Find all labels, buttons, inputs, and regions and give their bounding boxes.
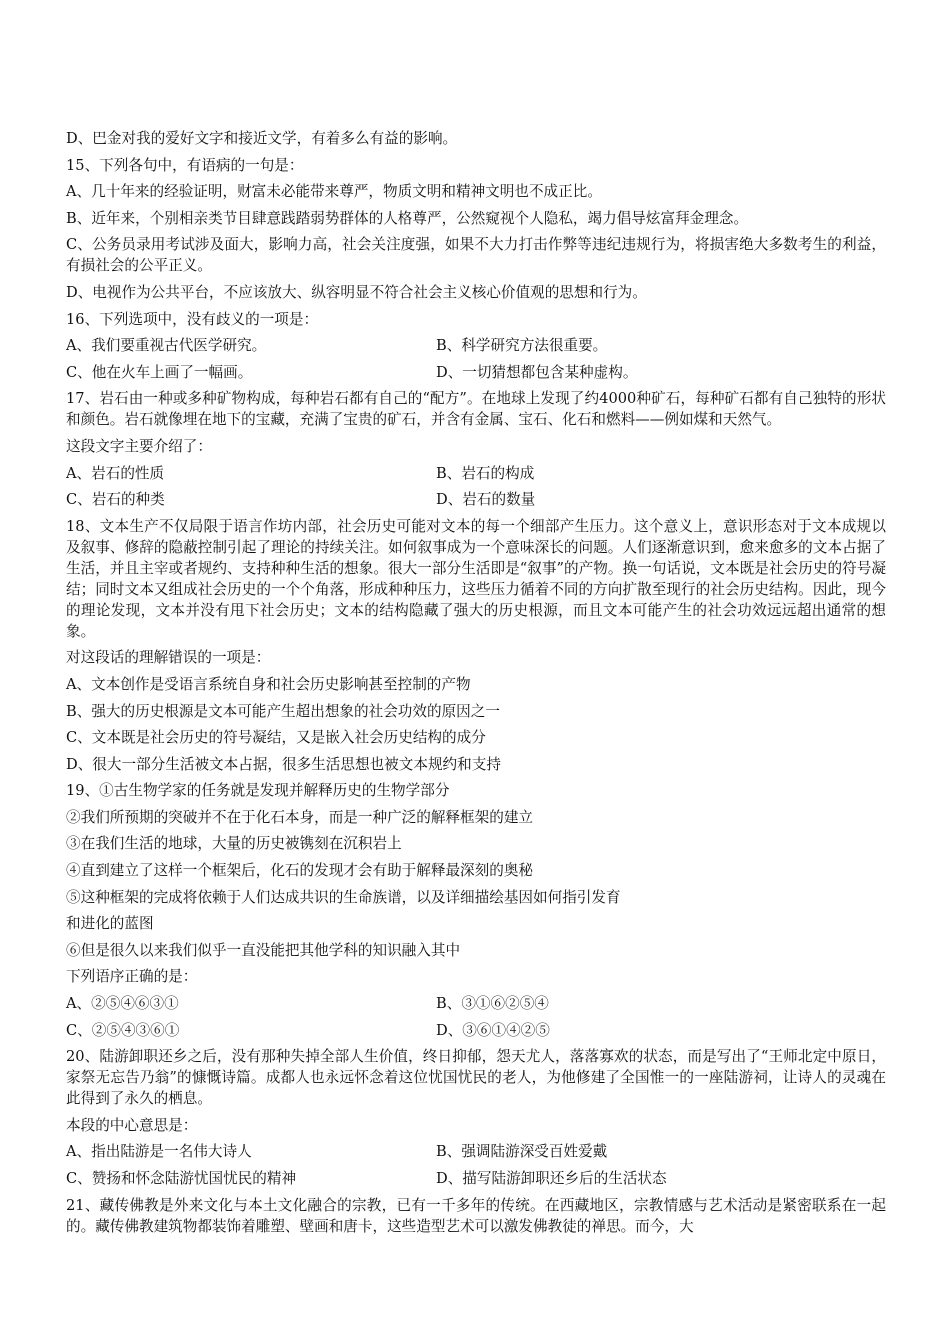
q15-option-d: D、电视作为公共平台，不应该放大、纵容明显不符合社会主义核心价值观的思想和行为。 [66, 283, 647, 301]
q20-option-d: D、描写陆游卸职还乡后的生活状态 [436, 1170, 667, 1187]
q18-passage: 18、文本生产不仅局限于语言作坊内部，社会历史可能对文本的每一个细部产生压力。这个意义上，意识形态对于文本成规以及叙事、修辞的隐蔽控制引起了理论的持续关注。如何叙事成为一个意味深长的问题。人们逐渐意识到，愈来愈多的文本占据了生活，并且主宰或者规约、支持种种生活的想象。很大一部分生活即是“叙事”的产物。换一句话说，文本既是社会历史的符号凝结；同时文本又组成社会历史的一个个角落，形成种种压力，这些压力循着不同的方向扩散至现行的社会历史结构。因此，现今的理论发现，文本并没有甩下社会历史；文本的结构隐藏了强大的历史根源，而且文本可能产生的社会功效远远超出通常的想象。 [66, 517, 886, 640]
q19-option-b: B、③①⑥②⑤④ [436, 995, 549, 1013]
q16-option-b: B、科学研究方法很重要。 [436, 337, 608, 355]
q17-passage: 17、岩石由一种或多种矿物构成，每种岩石都有自己的“配方”。在地球上发现了约4000种矿石，每种矿石都有自己独特的形状和颜色。岩石就像埋在地下的宝藏，充满了宝贵的矿石，并含有金属、宝石、化石和燃料——例如煤和天然气。 [66, 390, 886, 429]
q18-option-b: B、强大的历史根源是文本可能产生超出想象的社会功效的原因之一 [66, 702, 500, 720]
q19-option-c: C、②⑤④③⑥① [66, 1021, 180, 1039]
q15-stem: 15、下列各句中，有语病的一句是： [66, 156, 304, 174]
q20-options-row-2 [66, 1168, 886, 1189]
q19-sentence-1: 19、①古生物学家的任务就是发现并解释历史的生物学部分 [66, 782, 450, 800]
q17-options-row-2 [66, 489, 886, 510]
q20-options-row-1 [66, 1141, 886, 1162]
q20-option-c: C、赞扬和怀念陆游忧国忧民的精神 [66, 1170, 297, 1187]
q18-stem: 对这段话的理解错误的一项是： [66, 649, 271, 667]
q17-option-c: C、岩石的种类 [66, 491, 165, 509]
q20-option-a: A、指出陆游是一名伟大诗人 [66, 1143, 252, 1161]
q15-option-b: B、近年来，个别相亲类节目肆意践踏弱势群体的人格尊严，公然窥视个人隐私，竭力倡导炫富拜金理念。 [66, 209, 749, 227]
q16-option-d: D、一切猜想都包含某种虚构。 [436, 363, 638, 381]
q18-option-d: D、很大一部分生活被文本占据，很多生活思想也被文本规约和支持 [66, 755, 501, 773]
q16-option-a: A、我们要重视古代医学研究。 [66, 337, 267, 355]
q19-stem: 下列语序正确的是： [66, 968, 198, 986]
q16-stem: 16、下列选项中，没有歧义的一项是： [66, 310, 319, 328]
q19-sentence-3: ③在我们生活的地球，大量的历史被镌刻在沉积岩上 [66, 835, 402, 853]
q15-option-a: A、几十年来的经验证明，财富未必能带来尊严，物质文明和精神文明也不成正比。 [66, 183, 602, 201]
q18-option-c: C、文本既是社会历史的符号凝结，又是嵌入社会历史结构的成分 [66, 729, 486, 747]
q16-option-c: C、他在火车上画了一幅画。 [66, 363, 253, 381]
q19-sentence-2: ②我们所预期的突破并不在于化石本身，而是一种广泛的解释框架的建立 [66, 808, 534, 826]
q20-stem: 本段的中心意思是： [66, 1116, 198, 1134]
q17-stem: 这段文字主要介绍了： [66, 437, 212, 455]
q17-option-d: D、岩石的数量 [436, 491, 536, 509]
document-page [66, 128, 886, 1242]
q19-sentence-4: ④直到建立了这样一个框架后，化石的发现才会有助于解释最深刻的奥秘 [66, 862, 534, 880]
q19-options-row-2 [66, 1020, 886, 1041]
q19-sentence-5: ⑤这种框架的完成将依赖于人们达成共识的生命族谱，以及详细描绘基因如何指引发育 [66, 888, 621, 906]
q16-options-row-2 [66, 362, 886, 383]
q17-option-b: B、岩石的构成 [436, 464, 535, 482]
q14-option-d: D、巴金对我的爱好文字和接近文学，有着多么有益的影响。 [66, 130, 458, 147]
q20-option-b: B、强调陆游深受百姓爱戴 [436, 1143, 608, 1161]
q19-options-row-1 [66, 993, 886, 1014]
q18-option-a: A、文本创作是受语言系统自身和社会历史影响甚至控制的产物 [66, 675, 471, 693]
q19-sentence-5-cont: 和进化的蓝图 [66, 915, 154, 933]
q19-option-a: A、②⑤④⑥③① [66, 995, 179, 1013]
q21-passage: 21、藏传佛教是外来文化与本土文化融合的宗教，已有一千多年的传统。在西藏地区，宗教情感与艺术活动是紧密联系在一起的。藏传佛教建筑物都装饰着雕塑、壁画和唐卡，这些造型艺术可以激发佛教徒的禅思。而今，大 [66, 1196, 886, 1235]
q20-passage: 20、陆游卸职还乡之后，没有那种失掉全部人生价值，终日抑郁，怨天尤人，落落寡欢的状态，而是写出了“王师北定中原日，家祭无忘告乃翁”的慷慨诗篇。成都人也永远怀念着这位忧国忧民的老人，为他修建了全国惟一的一座陆游祠，让诗人的灵魂在此得到了永久的栖息。 [66, 1048, 886, 1108]
q17-option-a: A、岩石的性质 [66, 464, 165, 482]
q17-options-row-1 [66, 463, 886, 484]
q16-options-row-1 [66, 335, 886, 356]
q19-sentence-6: ⑥但是很久以来我们似乎一直没能把其他学科的知识融入其中 [66, 941, 461, 959]
q19-option-d: D、③⑥①④②⑤ [436, 1021, 550, 1039]
q15-option-c: C、公务员录用考试涉及面大，影响力高，社会关注度强，如果不大力打击作弊等违纪违规行为，将损害绝大多数考生的利益，有损社会的公平正义。 [66, 236, 886, 275]
